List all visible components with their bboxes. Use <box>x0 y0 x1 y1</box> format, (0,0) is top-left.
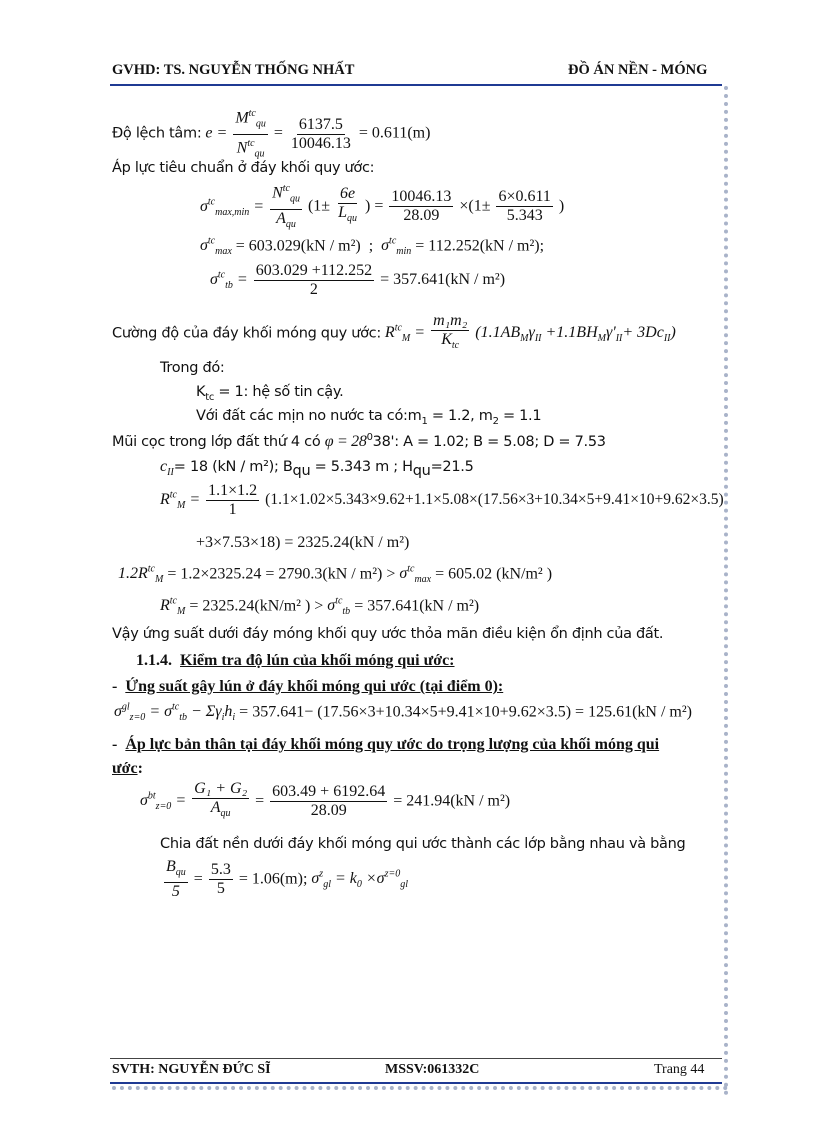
cII-line: $c_{II}= 18$ (kN / m²); $B_{qu} = 5.343$ m ; $H_{qu}=21.5$ <box>160 458 474 480</box>
rm-compare-tb: $R^{tc}_M = 2325.24(kN/m^2$ ) > $\sigma^{tc}_{tb} = 357.641(kN / m^2)$ <box>160 596 480 618</box>
rm-calc-line2: +3×7.53×18) = 2325.24(kN / m²) <box>196 534 410 551</box>
layer-division-text: Chia đất nền dưới đáy khối móng qui ước thành các lớp bằng nhau và bằng <box>160 836 686 852</box>
bullet-self-weight-cont: ước: <box>112 760 143 777</box>
footer-student: SVTH: NGUYỄN ĐỨC SĨ <box>112 1062 271 1077</box>
footer-student-id: MSSV:061332C <box>385 1062 480 1077</box>
section-heading: 1.1.4. Kiểm tra độ lún của khối móng qui ước: <box>136 652 455 669</box>
footer-rule <box>110 1082 722 1084</box>
m1-m2-line: Với đất các mịn no nước ta $có:m_1 = 1.2$, $m_2 = 1.1$ <box>196 408 542 427</box>
where-label: Trong đó: <box>160 360 225 376</box>
conclusion-line: Vậy ứng suất dưới đáy móng khối quy ước thỏa mãn điều kiện ổn định của đất. <box>112 626 664 642</box>
pile-tip-line: Mũi cọc trong lớp đất thứ 4 có $\varphi = 28^038'$: A = 1.02; B = 5.08; D = 7.53 <box>112 432 606 450</box>
rm-calc-line1: $R^{tc}_M$ = $\frac{1.1\times 1.2}{1}$ (1.1×1.02×5.343×9.62+1.1×5.08×(17.56×3+10.34×5+9.41×10+9.62×3.5) <box>160 482 724 518</box>
sigma-max-min-values: $\sigma^{tc}_{max} = 603.029(kN / m^2)$ ; $\sigma^{tc}_{min} = 112.252(kN / m^2)$; <box>200 236 545 258</box>
footer-page-number: Trang 44 <box>654 1062 705 1077</box>
page-border-shadow-right <box>724 86 732 1096</box>
eccentricity-line: Độ lệch tâm: e = $\frac{M^{tc}_{qu}}{N^{tc}_{qu}}$ = $\frac{6137.5}{10046.13}$ = 0.611(m) <box>112 105 430 163</box>
bullet-self-weight: - Áp lực bản thân tại đáy khối móng quy ước do trọng lượng của khối móng qui <box>112 736 660 753</box>
page-border-shadow-bottom <box>112 1086 728 1094</box>
rm-compare-max: $1.2R^{tc}_M = 1.2\times 2325.24 = 2790.3(kN / m^2) > \sigma^{tc}_{max} = 605.02$ (kN/m² ) <box>118 564 553 586</box>
header-left: GVHD: TS. NGUYỄN THỐNG NHẤT <box>112 62 355 78</box>
pressure-title: Áp lực tiêu chuẩn ở đáy khối quy ước: <box>112 160 375 176</box>
header-right: ĐỒ ÁN NỀN - MÓNG <box>568 62 708 78</box>
sigma-gl-formula: $\sigma^{gl}_{z=0} = \sigma^{tc}_{tb} - \Sigma\gamma_ih_i = 357.641- (17.56\times 3+10.34\times 5+9.41\times 10+9.62\times 3.5) = 125.61(kN / m^2)$ <box>114 702 692 724</box>
bullet-settlement-stress: - Ứng suất gây lún ở đáy khối móng qui ước (tại điểm 0): <box>112 678 504 695</box>
footer-rule-top <box>110 1058 722 1059</box>
sigma-maxmin-formula: $\sigma^{tc}_{max,min}$ = $\frac{N^{tc}_{qu}}{A_{qu}}$ (1± $\frac{6e}{L_{qu}}$ ) = $\frac{10046.13}{28.09}$ ×(1± $\frac{6\times 0.611}{5.343}$ ) <box>200 180 564 234</box>
header-rule <box>110 84 722 86</box>
sigma-tb-formula: $\sigma^{tc}_{tb}$ = $\frac{603.029 +112.252}{2}$ = 357.641(kN / m²) <box>210 262 506 298</box>
sigma-bt-formula: $\sigma^{bt}_{z=0}$ = $\frac{\text{G₁ + G₂}}{A_{qu}}$ = $\frac{603.49 + 6192.64}{28.09}$ = 241.94(kN / m²) <box>140 780 511 820</box>
ktc-line: $K_{tc} = 1$: hệ số tin cậy. <box>196 384 344 403</box>
strength-formula: Cường độ của đáy khối móng quy ước: $R^{tc}_M$ = $\frac{\text{m₁m₂}}{K_{tc}}$ $(1.1AB_M\gamma_{II} +1.1BH_M\gamma'_{II}+ 3Dc_{II})$ <box>112 312 676 352</box>
layer-thickness-formula: $\frac{B_{qu}}{5}$ = $\frac{5.3}{5}$ = 1.06(m); $\sigma^z_{gl} = k_0 \times\sigma^{z=0}_{gl}$ <box>166 858 408 901</box>
